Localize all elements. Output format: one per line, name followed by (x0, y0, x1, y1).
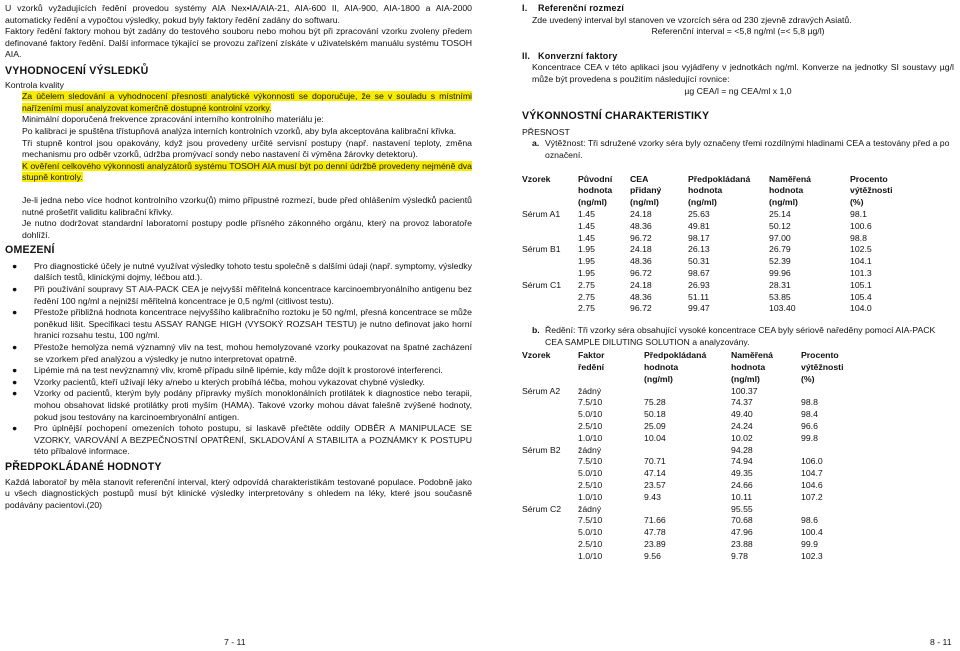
table-cell: 105.1 (850, 279, 872, 290)
table-row (522, 303, 954, 315)
section-2-title: II. Konverzní faktory (522, 50, 618, 61)
table-cell: 100.6 (850, 220, 872, 231)
table-cell: 98.8 (801, 397, 818, 408)
table-cell: 26.93 (688, 279, 710, 290)
table-cell: 75.28 (644, 397, 666, 408)
table-cell: 9.56 (644, 550, 661, 561)
table-header-row (522, 185, 954, 197)
table-cell: 24.18 (630, 279, 652, 290)
limits-item: ● Vzorky pacientů, kteří užívají léky a/nebo u kterých probíhá léčba, mohou vykazovat chybné výsledky. (12, 376, 425, 387)
section-1-title: I. Referenční rozmezí (522, 3, 625, 13)
qc-paragraph-2: Po kalibraci je spuštěna třístupňová analýza interních kontrolních vzorků, aby byla akceptována kalibrační křivka. (22, 125, 457, 136)
table-cell: 100.37 (731, 385, 758, 396)
table-row (522, 256, 954, 268)
table-header-row (522, 362, 954, 374)
table-header-cell: (ng/ml) (578, 197, 607, 208)
table-row (522, 409, 954, 421)
table-cell: 1.45 (578, 232, 595, 243)
table-row (522, 480, 954, 492)
expected-values-paragraph: Každá laboratoř by měla stanovit referenční interval, který odpovídá charakteristikám testované populace. Podobně jako u všech diagnostických postupů musí být klinické výsledky interpretovány s ohledem na léky, které jsou současně podávány pacientovi.(20) (5, 476, 472, 510)
table-cell: 48.36 (630, 291, 652, 302)
table-cell: 23.57 (644, 480, 666, 491)
table-cell: 104.0 (850, 303, 872, 314)
table-cell: 48.36 (630, 256, 652, 267)
table-cell: 1.0/10 (578, 432, 603, 443)
table-cell: 5.0/10 (578, 527, 603, 538)
table-header-cell: (ng/ml) (688, 197, 717, 208)
table-cell: 9.78 (731, 550, 748, 561)
table-cell: 98.6 (801, 515, 818, 526)
conversion-formula: µg CEA/l = ng CEA/ml x 1,0 (684, 85, 792, 96)
table-cell: 28.31 (769, 279, 791, 290)
table-row (522, 221, 954, 233)
qc-highlight-text-2: K ověření celkového výkonnosti analyzátorů systému TOSOH AIA musí být po denní údržbě provedeny nejméně dva stupně kontroly. (22, 160, 472, 183)
table-header-cell: Vzorek (522, 173, 551, 184)
table-header-cell: (%) (850, 197, 864, 208)
limits-item: ● Přestože přibližná hodnota koncentrace nejvyššího kalibračního roztoku je 50 ng/ml, přesná koncentrace se může poněkud lišit. Specifikaci testu ASSAY RANGE HIGH (VYSOKÝ ROZSAH TESTU) je nutno definovat jako horní hranici rozsahu testu, 100 ng/ml. (12, 307, 472, 341)
table-header-cell: Naměřená (769, 173, 812, 184)
table-row (522, 539, 954, 551)
table-cell: 98.8 (850, 232, 867, 243)
table-row (522, 515, 954, 527)
table-cell: 98.4 (801, 409, 818, 420)
table-cell: 1.95 (578, 267, 595, 278)
table-header-cell: hodnota (731, 362, 766, 373)
table-row (522, 433, 954, 445)
table-cell: 74.37 (731, 397, 753, 408)
table-row (522, 492, 954, 504)
qc-paragraph-4: Je-li jedna nebo více hodnot kontrolního vzorku(ů) mimo přípustné rozmezí, bude před ohlášením výsledků pacientů nutné prošetřit validitu kalibrační křivky. (22, 194, 472, 217)
table-header-cell: CEA (630, 173, 649, 184)
table-header-cell: Procento (850, 173, 888, 184)
table-cell: 98.67 (688, 267, 710, 278)
table-header-cell: Procento (801, 350, 839, 361)
table-row (522, 280, 954, 292)
table-header-row (522, 174, 954, 186)
table-cell: 99.9 (801, 539, 818, 550)
intro-paragraph-1: U vzorků vyžadujících ředění provedou systémy AIA Nex•IA/AIA-21, AIA-600 II, AIA-900, AIA-1800 a AIA-2000 automaticky ředění a vypočtou výsledky, pokud byly faktory ředění zadány do softwaru. (5, 3, 472, 25)
bullet-icon: ● (12, 307, 18, 318)
table-cell: 102.3 (801, 550, 823, 561)
table-cell: 96.6 (801, 421, 818, 432)
table-cell: 1.45 (578, 208, 595, 219)
limits-item: ● Přestože hemolýza nemá významný vliv na test, mohou hemolyzované vzorky poukazovat na špatné zacházení se vzorkem před analýzou a výsledky je nutno interpretovat opatrně. (12, 342, 472, 364)
table-cell: 71.66 (644, 515, 666, 526)
table-cell: 103.40 (769, 303, 796, 314)
table-cell: 10.11 (731, 491, 753, 502)
page-number-right: 8 - 11 (930, 637, 952, 648)
qc-highlight-paragraph (5, 91, 472, 114)
table-cell: 26.13 (688, 244, 710, 255)
table-header-cell: (ng/ml) (731, 373, 760, 384)
table-cell: 2.5/10 (578, 421, 603, 432)
table-cell: 9.43 (644, 491, 661, 502)
table-cell: 1.95 (578, 244, 595, 255)
table-cell: 24.24 (731, 421, 753, 432)
table-header-cell: výtěžnosti (850, 185, 893, 196)
table-row (522, 527, 954, 539)
table-header-cell: (%) (801, 373, 815, 384)
table-row (522, 233, 954, 245)
table-row (522, 456, 954, 468)
table-header-cell: hodnota (769, 185, 804, 196)
table-header-cell: přidaný (630, 185, 662, 196)
table-cell: 10.02 (731, 432, 753, 443)
table-header-row (522, 374, 954, 386)
table-cell: 2.75 (578, 279, 595, 290)
bullet-icon: ● (12, 284, 18, 295)
table-cell: 101.3 (850, 267, 872, 278)
table-cell: 24.66 (731, 480, 753, 491)
table-header-cell: výtěžnosti (801, 362, 844, 373)
limits-item: ● Pro diagnostické účely je nutné využívat výsledky tohoto testu společně s dalšími údaji (např. symptomy, výsledky dalších testů, klinickými dojmy, léčbou atd.). (12, 260, 472, 283)
table-cell: 99.8 (801, 432, 818, 443)
table-row (522, 445, 954, 457)
table-row (522, 268, 954, 280)
table-cell: 94.28 (731, 444, 753, 455)
table-cell: 23.88 (731, 539, 753, 550)
table-cell: žádný (578, 385, 602, 396)
table-cell: 1.0/10 (578, 491, 603, 502)
limits-list (5, 261, 472, 458)
table-row (522, 421, 954, 433)
table-cell: 100.4 (801, 527, 823, 538)
table-header-cell: Vzorek (522, 350, 551, 361)
qc-paragraph-5: Je nutno dodržovat standardní laboratorní postupy podle přísného zákonného orgánu, který na provoz laboratoře dohlíží. (22, 218, 472, 240)
accuracy-title: PŘESNOST (522, 126, 570, 137)
table-cell: 105.4 (850, 291, 872, 302)
table-cell: 1.45 (578, 220, 595, 231)
table-header-cell: Předpokládaná (644, 350, 707, 361)
table-header-cell: (ng/ml) (630, 197, 659, 208)
table-cell: 7.5/10 (578, 397, 603, 408)
table-cell: 24.18 (630, 244, 652, 255)
limits-item: ● Při používání soupravy ST AIA-PACK CEA je nejvyšší měřitelná koncentrace karcinoembryonálního antigenu bez ředění 100 ng/ml a nejnižší měřitelná koncentrace je 0,5 ng/ml (citlivost testu). (12, 284, 472, 306)
table-cell: Sérum C1 (522, 279, 562, 290)
bullet-icon: ● (12, 376, 18, 387)
bullet-icon: ● (12, 388, 18, 399)
table-header-row (522, 350, 954, 362)
table-cell: 104.7 (801, 468, 823, 479)
table-header-cell: Předpokládaná (688, 173, 751, 184)
table-header-cell: hodnota (644, 362, 679, 373)
table-cell: Sérum B2 (522, 444, 561, 455)
table-cell: 25.63 (688, 208, 710, 219)
table-cell: žádný (578, 503, 602, 514)
page-number-left: 7 - 11 (224, 637, 246, 648)
table-cell: 1.95 (578, 256, 595, 267)
table-cell: 47.96 (731, 527, 753, 538)
table-header-cell: Naměřená (731, 350, 774, 361)
table-cell: 48.36 (630, 220, 652, 231)
table-row (522, 292, 954, 304)
limits-item: ● Pro úplnější pochopení omezeních tohoto postupu, si laskavě přečtěte oddíly ODBĚR A MANIPULACE SE VZORKY, VAROVÁNÍ A BEZPEČNOSTNÍ OPATŘENÍ, SKLADOVÁNÍ A STABILITA a POZNÁMKY K POSTUPU této příbalové informace. (12, 423, 472, 457)
table-cell: 107.2 (801, 491, 823, 502)
bullet-icon: ● (12, 365, 18, 376)
table-cell: 52.39 (769, 256, 791, 267)
limits-item: ● Lipémie má na test nevýznamný vliv, kromě případu silně lipémie, kdy může dojít k prostorové interferenci. (12, 365, 443, 376)
bullet-icon: ● (12, 260, 18, 271)
table-header-cell: Původní (578, 173, 613, 184)
table-cell: 51.11 (688, 291, 710, 302)
table-cell: 99.96 (769, 267, 791, 278)
table-cell: Sérum C2 (522, 503, 562, 514)
table-cell: 98.17 (688, 232, 710, 243)
results-heading: VYHODNOCENÍ VÝSLEDKŮ (5, 64, 149, 77)
table-row (522, 397, 954, 409)
table-header-cell: hodnota (688, 185, 723, 196)
table-cell: 5.0/10 (578, 409, 603, 420)
table-cell: Sérum A1 (522, 208, 561, 219)
limits-heading: OMEZENÍ (5, 244, 55, 257)
table-cell: 96.72 (630, 267, 652, 278)
table-cell: 104.1 (850, 256, 872, 267)
table-cell: 50.31 (688, 256, 710, 267)
table-cell: 70.71 (644, 456, 666, 467)
limits-item: ● Vzorky od pacientů, kterým byly podány přípravky myších monoklonálních protilátek k diagnostice nebo terapii, mohou obsahovat lidské protilátky proti myším (HAMA). Takové vzorky mohou dávat falešně zvýšené hodnoty, pokud jsou testovány na karcinoembryonální antigen. (12, 388, 472, 422)
table-cell: 1.0/10 (578, 550, 603, 561)
table-cell: 25.14 (769, 208, 791, 219)
table-cell: 2.75 (578, 303, 595, 314)
table-cell: 7.5/10 (578, 515, 603, 526)
table-header-cell: ředění (578, 362, 605, 373)
table-cell: 74.94 (731, 456, 753, 467)
table-cell: 70.68 (731, 515, 753, 526)
bullet-icon: ● (12, 342, 18, 353)
table-row (522, 244, 954, 256)
table-cell: 10.04 (644, 432, 666, 443)
section-1-text: Zde uvedený interval byl stanoven ve vzorcích séra od 230 zjevně zdravých Asiatů. (532, 14, 852, 25)
table-row (522, 468, 954, 480)
table-cell: 7.5/10 (578, 456, 603, 467)
table-row (522, 209, 954, 221)
table-cell: 49.40 (731, 409, 753, 420)
table-cell: 49.81 (688, 220, 710, 231)
table-header-row (522, 197, 954, 209)
recovery-description: a. Výtěžnost: Tři sdružené vzorky séra byly označeny třemi rozdílnými hladinami CEA a testovány před a po označení. (532, 138, 950, 160)
table-header-cell: (ng/ml) (644, 373, 673, 384)
table-cell: 95.55 (731, 503, 753, 514)
table-cell: 26.79 (769, 244, 791, 255)
table-cell: 2.75 (578, 291, 595, 302)
reference-interval-formula: Referenční interval = <5,8 ng/ml (=< 5,8 µg/l) (651, 26, 825, 37)
table-cell: 2.5/10 (578, 539, 603, 550)
table-row (522, 504, 954, 516)
table-header-cell: Faktor (578, 350, 605, 361)
table-cell: Sérum A2 (522, 385, 561, 396)
recovery-table (522, 174, 954, 316)
table-cell: 104.6 (801, 480, 823, 491)
qc-highlight-paragraph-2 (5, 161, 472, 184)
table-cell: 50.12 (769, 220, 791, 231)
right-page (480, 0, 960, 651)
dilution-description: b. Ředění: Tři vzorky séra obsahující vysoké koncentrace CEA byly sériově naředěny pomocí AIA-PACK CEA SAMPLE DILUTING SOLUTION a analyzovány. (532, 325, 936, 347)
table-cell: 2.5/10 (578, 480, 603, 491)
table-cell: 96.72 (630, 303, 652, 314)
table-cell: 25.09 (644, 421, 666, 432)
table-cell: 97.00 (769, 232, 791, 243)
expected-values-heading: PŘEDPOKLÁDANÉ HODNOTY (5, 460, 162, 473)
bullet-icon: ● (12, 423, 18, 434)
qc-paragraph-1: Minimální doporučená frekvence zpracování interního kontrolního materiálu je: (22, 114, 324, 125)
qc-highlight-text: Za účelem sledování a vyhodnocení přesnosti analytické výkonnosti se doporučuje, že se v souladu s místními nařízeními musí analyzovat komerčně dostupné kontrolní vzorky. (22, 91, 472, 113)
table-cell: 106.0 (801, 456, 823, 467)
table-cell: 102.5 (850, 244, 872, 255)
table-cell: 47.78 (644, 527, 666, 538)
table-cell: 50.18 (644, 409, 666, 420)
table-header-cell: (ng/ml) (769, 197, 798, 208)
qc-title: Kontrola kvality (5, 79, 64, 90)
table-cell: 98.1 (850, 208, 867, 219)
section-2-text: Koncentrace CEA v této aplikaci jsou vyjádřeny v jednotkách ng/ml. Konverze na jednotky SI soustavy µg/l může být provedena s použitím následující rovnice: (532, 62, 954, 84)
table-cell: 24.18 (630, 208, 652, 219)
table-cell: 99.47 (688, 303, 710, 314)
table-cell: 47.14 (644, 468, 666, 479)
table-cell: žádný (578, 444, 602, 455)
table-cell: Sérum B1 (522, 244, 561, 255)
table-cell: 23.89 (644, 539, 666, 550)
table-cell: 5.0/10 (578, 468, 603, 479)
table-cell: 53.85 (769, 291, 791, 302)
intro-paragraph-2: Faktory ředění faktory mohou být zadány do testového souboru nebo mohou být při zpracování vzorku zvoleny předem definované faktory ředění. Další informace týkající se provozu zařízení získáte v uživatelském manuálu systému TOSOH AIA. (5, 26, 472, 60)
performance-heading: VÝKONNOSTNÍ CHARAKTERISTIKY (522, 110, 710, 123)
table-cell: 96.72 (630, 232, 652, 243)
table-row (522, 386, 954, 398)
dilution-table (522, 350, 954, 562)
table-cell: 49.35 (731, 468, 753, 479)
qc-paragraph-3: Tři stupně kontrol jsou opakovány, když jsou provedeny určité servisní postupy (např. nastavení teploty, změna mechanismu pro odběr vzorků, údržba promývací sondy nebo nastavení či výměna žárovky detektoru). (22, 137, 472, 160)
table-row (522, 551, 954, 563)
table-header-cell: hodnota (578, 185, 613, 196)
